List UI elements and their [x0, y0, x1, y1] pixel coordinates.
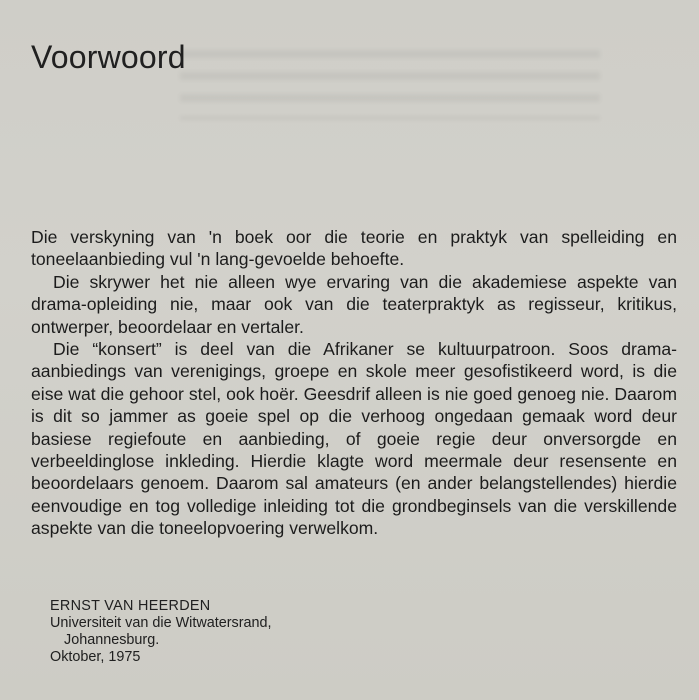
- author-institution: Universiteit van die Witwatersrand,: [50, 615, 272, 631]
- author-city: Johannesburg.: [64, 632, 160, 648]
- paragraph-3: Die “konsert” is deel van die Afrikaner se kultuurpatroon. Soos drama-aanbiedings van verenigings, groepe en skole meer gesofistikeerd word, is die eise wat die gehoor stel, ook hoër. Geesdrif alleen is nie goed genoeg nie. Daarom is dit so jammer as goeie spel op die verhoog ongedaan gemaak word deur basiese regiefoute en aanbieding, of goeie regie deur onversorgde en verbeeldinglose inkleding. Hierdie klagte word meermale deur resensente en beoordelaars genoem. Daarom sal amateurs (en ander belangstellendes) hierdie eenvoudige en tog volledige inleiding tot die grondbeginsels van die verskillende aspekte van die toneelopvoering verwelkom.: [31, 339, 677, 539]
- foreword-body: [31, 226, 677, 540]
- foreword-date: Oktober, 1975: [50, 649, 141, 665]
- page-title: Voorwoord: [31, 39, 186, 75]
- signature-block: [50, 598, 272, 666]
- author-name: ERNST VAN HEERDEN: [50, 598, 211, 614]
- paragraph-2: Die skrywer het nie alleen wye ervaring van die akademiese aspekte van drama-opleiding nie, maar ook van die teaterpraktyk as regisseur, kritikus, ontwerper, beoordelaar en vertaler.: [31, 271, 677, 337]
- show-through-text: [180, 50, 600, 120]
- paragraph-1: Die verskyning van 'n boek oor die teorie en praktyk van spelleiding en toneelaanbieding vul 'n lang-gevoelde behoefte.: [31, 227, 677, 270]
